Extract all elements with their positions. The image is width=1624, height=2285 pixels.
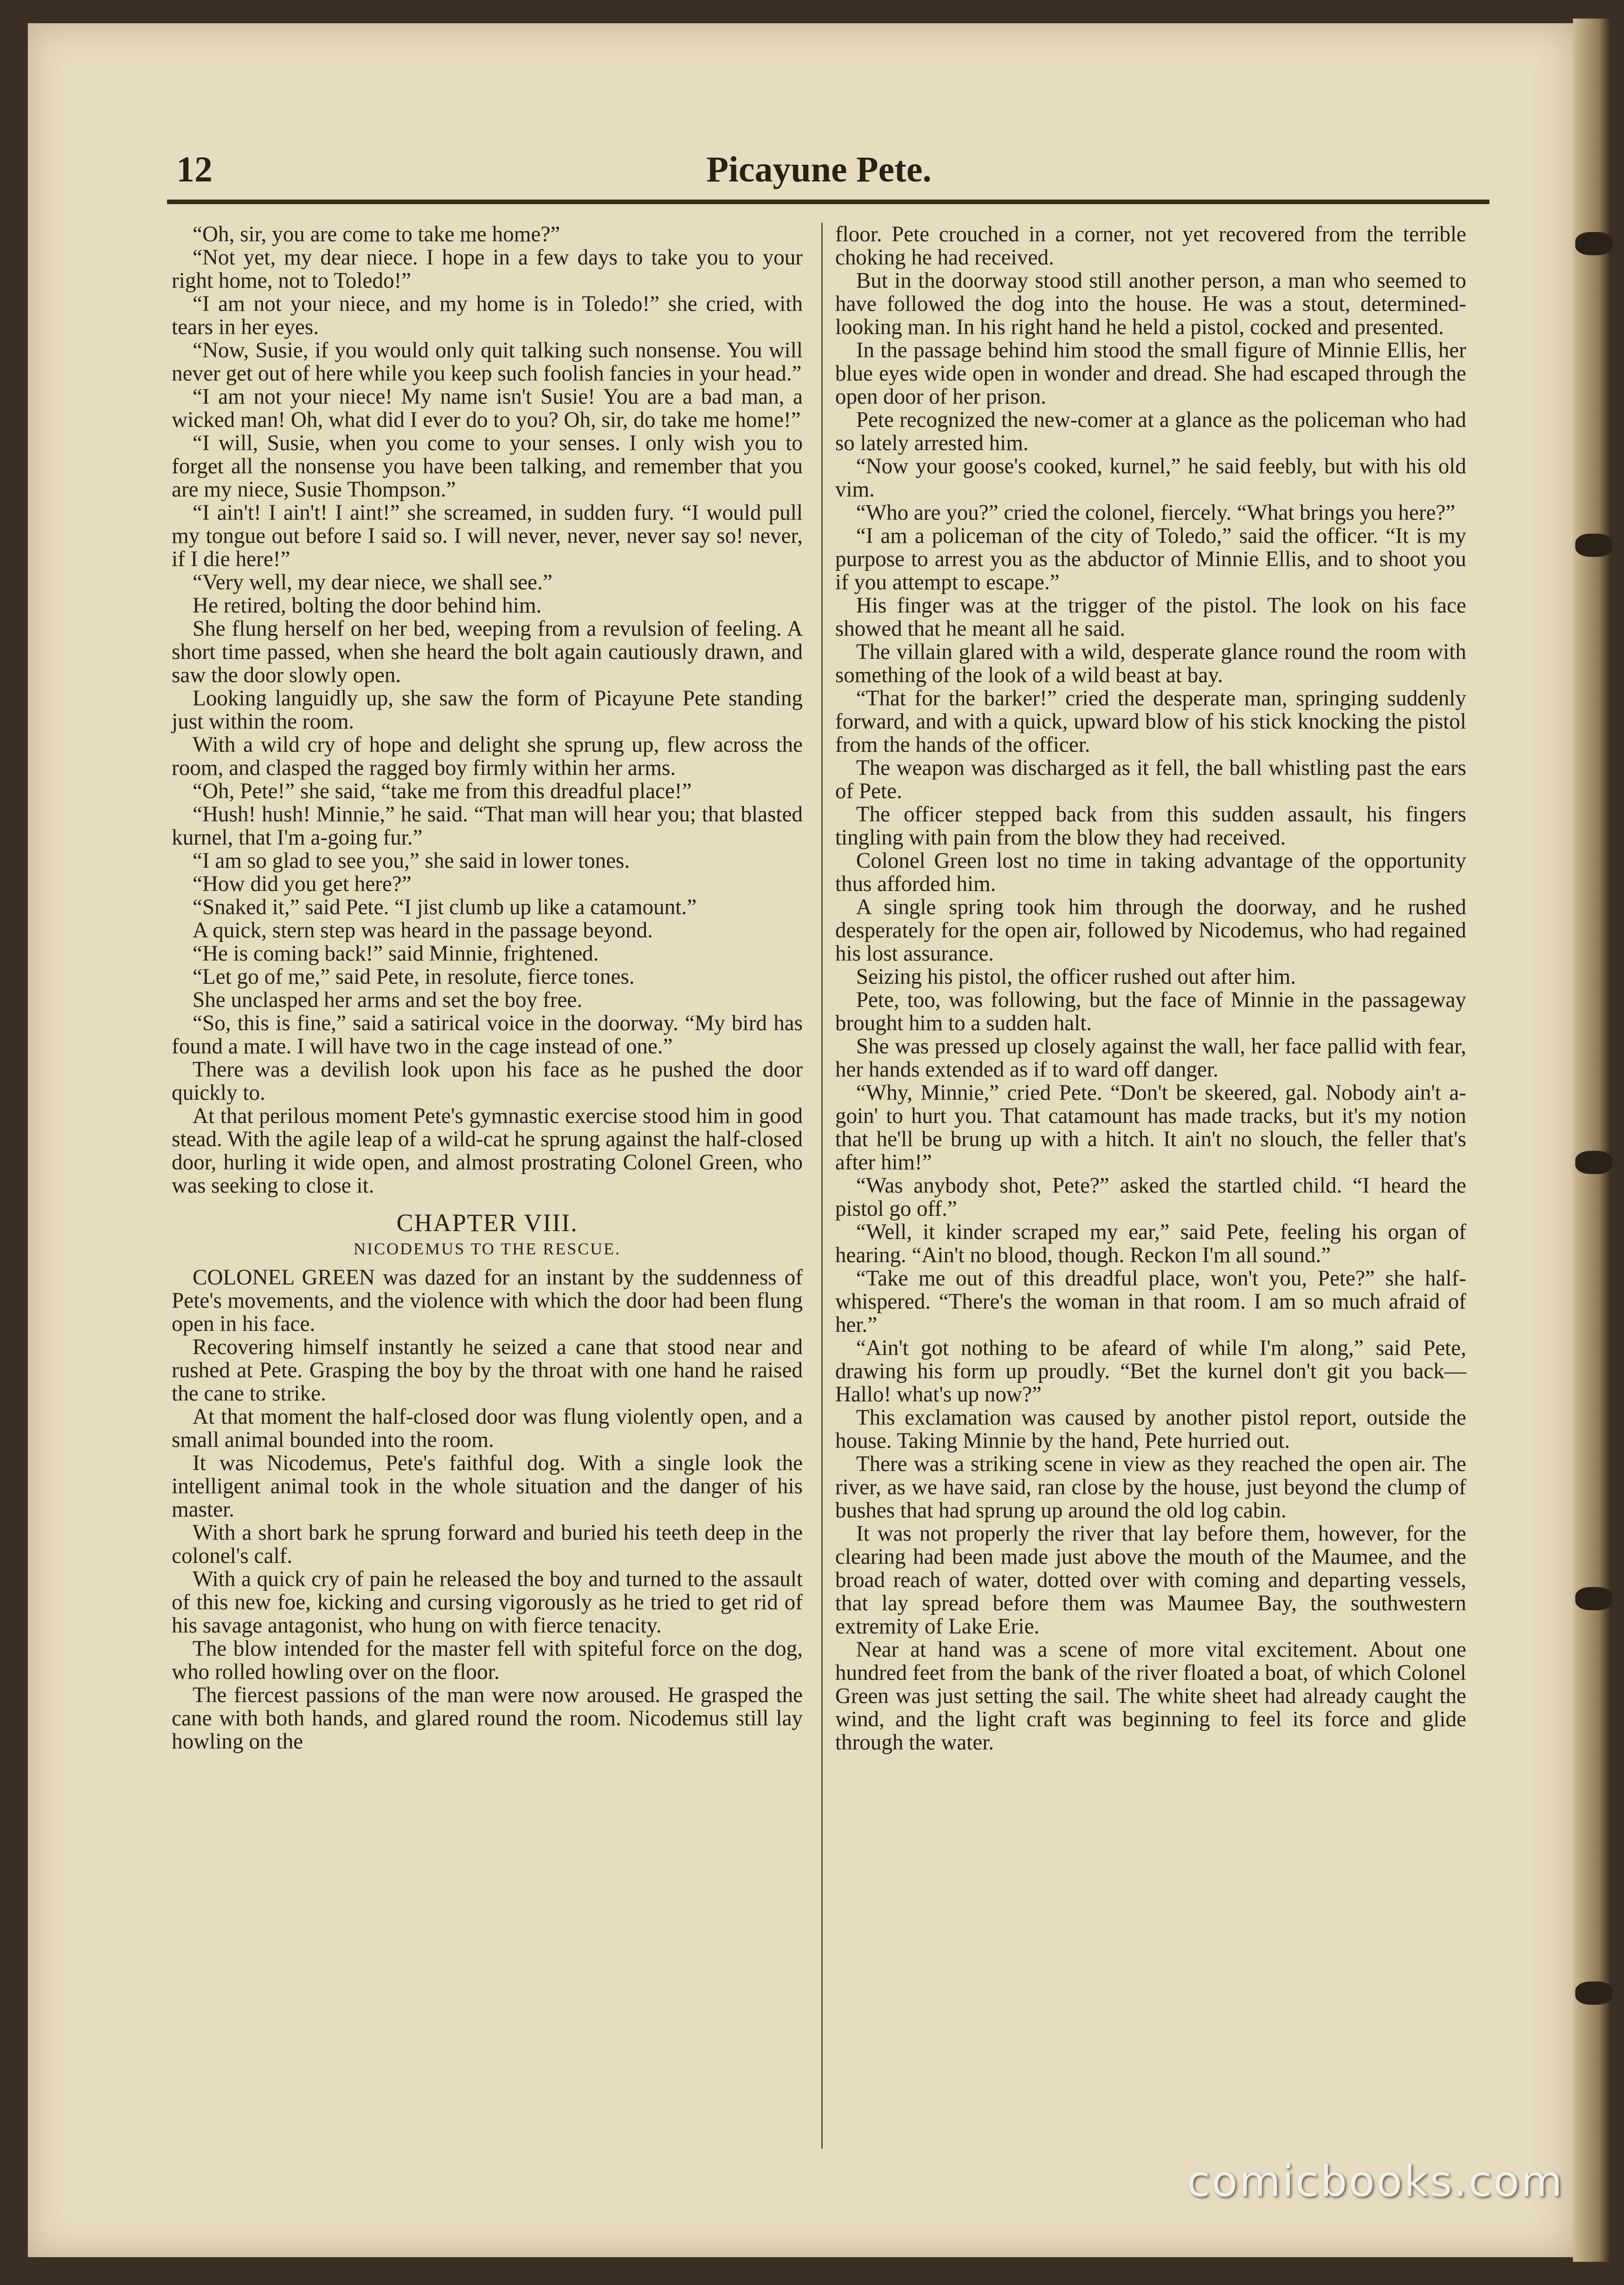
paragraph: “Take me out of this dreadful place, won't you, Pete?” she half-whispered. “There's the woman in that room. I am so much afraid of her.” <box>835 1266 1466 1337</box>
paragraph: In the passage behind him stood the small figure of Minnie Ellis, her blue eyes wide open in wonder and dread. She had escaped through the open door of her prison. <box>835 338 1466 409</box>
paragraph: “Now your goose's cooked, kurnel,” he said feebly, but with his old vim. <box>835 454 1466 502</box>
binding-hole <box>1575 1151 1612 1174</box>
paragraph: The villain glared with a wild, desperate glance round the room with something of the look of a wild beast at bay. <box>835 640 1466 687</box>
right-paragraphs <box>835 223 1466 1754</box>
running-title: Picayune Pete. <box>706 149 932 189</box>
left-column <box>172 223 803 2149</box>
paragraph: “Now, Susie, if you would only quit talking such nonsense. You will never get out of here while you keep such foolish fancies in your head.” <box>172 338 803 386</box>
paragraph: The weapon was discharged as it fell, the ball whistling past the ears of Pete. <box>835 756 1466 803</box>
chapter-title: CHAPTER VIII. <box>396 1209 578 1237</box>
paragraph: “Oh, sir, you are come to take me home?” <box>193 222 561 246</box>
paragraph: Recovering himself instantly he seized a cane that stood near and rushed at Pete. Grasping the boy by the throat with one hand he raised the cane to strike. <box>172 1335 803 1406</box>
paragraph: The fiercest passions of the man were now aroused. He grasped the cane with both hands, and glared round the room. Nicodemus still lay howling on the <box>172 1683 803 1754</box>
paragraph: “I will, Susie, when you come to your senses. I only wish you to forget all the nonsense you have been talking, and remember that you are my niece, Susie Thompson.” <box>172 431 803 502</box>
paragraph: “Very well, my dear niece, we shall see.” <box>193 570 553 594</box>
paragraph: Colonel Green lost no time in taking advantage of the opportunity thus afforded him. <box>835 849 1466 896</box>
paragraph: “I am not your niece! My name isn't Susie! You are a bad man, a wicked man! Oh, what did I ever do to you? Oh, sir, do take me home!” <box>172 385 803 432</box>
left-paragraphs-after-chapter <box>172 1266 803 1753</box>
paragraph: “Oh, Pete!” she said, “take me from this dreadful place!” <box>193 779 692 803</box>
paragraph: “He is coming back!” said Minnie, frightened. <box>193 942 599 966</box>
paragraph: “Well, it kinder scraped my ear,” said Pete, feeling his organ of hearing. “Ain't no blood, though. Reckon I'm all sound.” <box>835 1220 1466 1267</box>
paragraph: He retired, bolting the door behind him. <box>193 594 542 618</box>
paragraph: At that perilous moment Pete's gymnastic exercise stood him in good stead. With the agile leap of a wild-cat he sprung against the half-closed door, hurling it wide open, and almost prostrating Colonel Green, who was seeking to close it. <box>172 1104 803 1198</box>
paragraph: “Not yet, my dear niece. I hope in a few days to take you to your right home, not to Toledo!” <box>172 245 803 293</box>
paragraph: With a wild cry of hope and delight she sprung up, flew across the room, and clasped the ragged boy firmly within her arms. <box>172 733 803 780</box>
paragraph: She unclasped her arms and set the boy free. <box>193 988 582 1012</box>
paragraph: “I am a policeman of the city of Toledo,” said the officer. “It is my purpose to arrest you as the abductor of Minnie Ellis, and to shoot you if you attempt to escape.” <box>835 524 1466 594</box>
paragraph: “I am not your niece, and my home is in Toledo!” she cried, with tears in her eyes. <box>172 292 803 339</box>
paragraph: “How did you get here?” <box>193 872 412 896</box>
page-edge <box>1573 19 1610 2262</box>
right-column <box>835 223 1466 2149</box>
paragraph: “Snaked it,” said Pete. “I jist clumb up like a catamount.” <box>193 895 697 919</box>
paragraph: At that moment the half-closed door was flung violently open, and a small animal bounded into the room. <box>172 1405 803 1452</box>
binding-hole <box>1575 1982 1612 2005</box>
paragraph: Pete, too, was following, but the face of Minnie in the passageway brought him to a sudden halt. <box>835 988 1466 1035</box>
page-number: 12 <box>176 149 213 189</box>
binding-hole <box>1575 534 1612 557</box>
paragraph: “Who are you?” cried the colonel, fiercely. “What brings you here?” <box>856 501 1456 525</box>
paragraph: COLONEL GREEN was dazed for an instant by the suddenness of Pete's movements, and the violence with which the door had been flung open in his face. <box>172 1265 803 1336</box>
paragraph: His finger was at the trigger of the pistol. The look on his face showed that he meant all he said. <box>835 594 1466 641</box>
paragraph: “Why, Minnie,” cried Pete. “Don't be skeered, gal. Nobody ain't a-goin' to hurt you. That catamount has made tracks, but it's my notion that he'll be brung up with a hitch. It ain't no slouch, the feller that's after him!” <box>835 1081 1466 1175</box>
paragraph: “That for the barker!” cried the desperate man, springing suddenly forward, and with a quick, upward blow of his stick knocking the pistol from the hands of the officer. <box>835 686 1466 757</box>
left-paragraphs-before-chapter <box>172 223 803 1197</box>
paragraph: It was Nicodemus, Pete's faithful dog. With a single look the intelligent animal took in the whole situation and the danger of his master. <box>172 1451 803 1522</box>
paragraph: “Hush! hush! Minnie,” he said. “That man will hear you; that blasted kurnel, that I'm a-going fur.” <box>172 802 803 850</box>
paragraph: This exclamation was caused by another pistol report, outside the house. Taking Minnie by the hand, Pete hurried out. <box>835 1406 1466 1453</box>
paragraph: A quick, stern step was heard in the passage beyond. <box>193 918 653 942</box>
paragraph: A single spring took him through the doorway, and he rushed desperately for the open air, followed by Nicodemus, who had regained his lost assurance. <box>835 895 1466 966</box>
paragraph: “Was anybody shot, Pete?” asked the startled child. “I heard the pistol go off.” <box>835 1174 1466 1221</box>
paragraph: There was a striking scene in view as they reached the open air. The river, as we have said, ran close by the house, just beyond the clump of bushes that had sprung up around the old log cabin. <box>835 1452 1466 1523</box>
paragraph: “So, this is fine,” said a satirical voice in the doorway. “My bird has found a mate. I will have two in the cage instead of one.” <box>172 1011 803 1059</box>
paragraph: Looking languidly up, she saw the form of Picayune Pete standing just within the room. <box>172 686 803 734</box>
paragraph: Pete recognized the new-comer at a glance as the policeman who had so lately arrested him. <box>835 408 1466 455</box>
paragraph: There was a devilish look upon his face as he pushed the door quickly to. <box>172 1058 803 1105</box>
header-rule <box>167 200 1489 204</box>
paragraph: floor. Pete crouched in a corner, not yet recovered from the terrible choking he had received. <box>835 222 1466 270</box>
paragraph: But in the doorway stood still another person, a man who seemed to have followed the dog into the house. He was a stout, determined-looking man. In his right hand he held a pistol, cocked and presented. <box>835 269 1466 339</box>
paragraph: With a quick cry of pain he released the boy and turned to the assault of this new foe, kicking and cursing vigorously as he tried to get rid of his savage antagonist, who hung on with fierce tenacity. <box>172 1567 803 1638</box>
paragraph: “I ain't! I ain't! I aint!” she screamed, in sudden fury. “I would pull my tongue out before I said so. I will never, never, never say so! never, if I die here!” <box>172 501 803 571</box>
paragraph: The officer stepped back from this sudden assault, his fingers tingling with pain from the blow they had received. <box>835 802 1466 850</box>
paragraph: Seizing his pistol, the officer rushed out after him. <box>856 965 1296 989</box>
paragraph: It was not properly the river that lay before them, however, for the clearing had been made just above the mouth of the Maumee, and the broad reach of water, dotted over with coming and departing vessels, that lay spread before them was Maumee Bay, the southwestern extremity of Lake Erie. <box>835 1522 1466 1639</box>
binding-hole <box>1575 1587 1612 1610</box>
paragraph: With a short bark he sprung forward and buried his teeth deep in the colonel's calf. <box>172 1521 803 1568</box>
paragraph: “I am so glad to see you,” she said in lower tones. <box>193 849 630 873</box>
paragraph: “Let go of me,” said Pete, in resolute, fierce tones. <box>193 965 635 989</box>
chapter-subtitle: NICODEMUS TO THE RESCUE. <box>353 1239 621 1258</box>
paragraph: Near at hand was a scene of more vital excitement. About one hundred feet from the bank of the river floated a boat, of which Colonel Green was just setting the sail. The white sheet had already caught the wind, and the light craft was beginning to feel its force and glide through the water. <box>835 1638 1466 1755</box>
paragraph: The blow intended for the master fell with spiteful force on the dog, who rolled howling over on the floor. <box>172 1637 803 1684</box>
watermark-text: comicbooks.com <box>1186 2156 1564 2206</box>
column-divider <box>821 223 823 2149</box>
paragraph: She flung herself on her bed, weeping from a revulsion of feeling. A short time passed, when she heard the bolt again cautiously drawn, and saw the door slowly open. <box>172 617 803 687</box>
paragraph: She was pressed up closely against the wall, her face pallid with fear, her hands extended as if to ward off danger. <box>835 1034 1466 1082</box>
paragraph: “Ain't got nothing to be afeard of while I'm along,” said Pete, drawing his form up proudly. “Bet the kurnel don't git you back— Hallo! what's up now?” <box>835 1336 1466 1407</box>
page-header <box>148 139 1489 204</box>
binding-hole <box>1575 232 1612 255</box>
